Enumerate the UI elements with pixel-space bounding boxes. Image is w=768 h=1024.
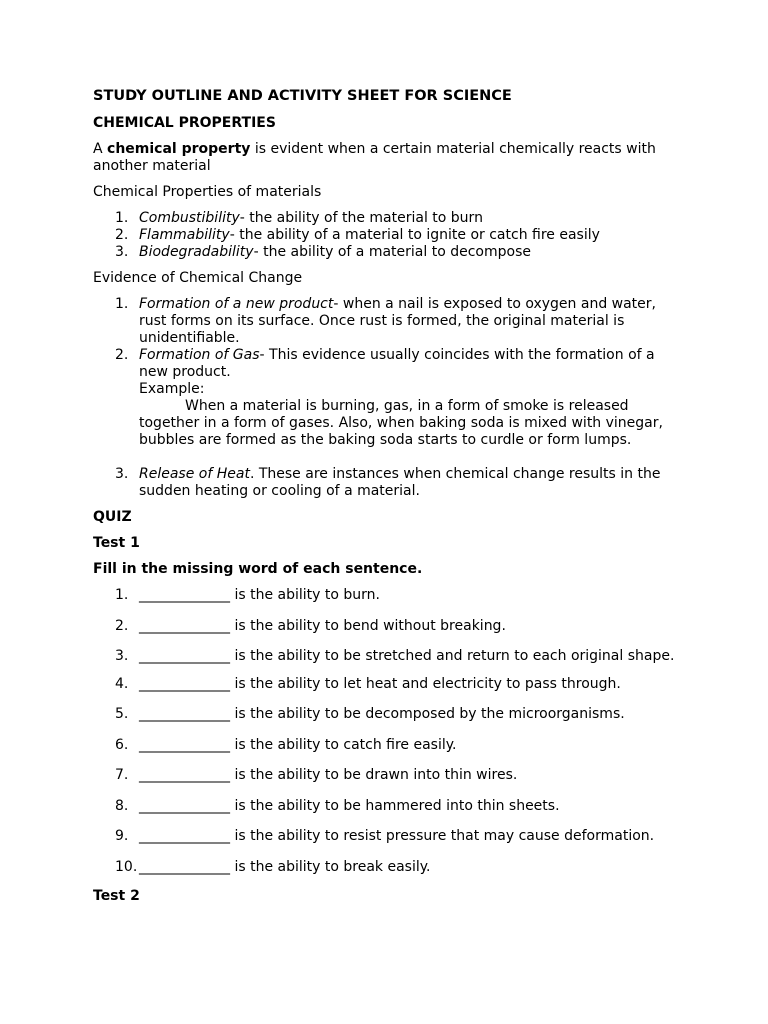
document-title: STUDY OUTLINE AND ACTIVITY SHEET FOR SCIENCE (93, 88, 512, 104)
property-term: Biodegradability (139, 244, 254, 260)
quiz-number: 7. (115, 767, 129, 783)
evidence-desc: . These are instances when chemical change results in the sudden heating or cooling of a material. (139, 466, 661, 499)
evidence-term: Formation of a new product (139, 296, 334, 312)
quiz-text: is the ability to burn. (230, 587, 380, 603)
list-item (93, 466, 683, 500)
list-item (93, 244, 683, 261)
quiz-item (93, 706, 683, 723)
answer-blank: _____________ (139, 675, 230, 692)
property-term: Combustibility (139, 210, 240, 226)
quiz-text: is the ability to break easily. (230, 858, 431, 875)
answer-blank: _____________ (139, 706, 230, 722)
quiz-number: 6. (115, 736, 129, 753)
quiz-item (93, 767, 683, 784)
quiz-item (93, 645, 683, 669)
property-desc: - the ability of the material to burn (239, 210, 483, 226)
quiz-number: 9. (115, 828, 129, 844)
example-label: Example: (139, 381, 205, 397)
quiz-item (93, 587, 683, 604)
answer-blank: _____________ (139, 736, 230, 753)
test1-label: Test 1 (93, 535, 140, 551)
quiz-item (93, 859, 683, 876)
list-number: 1. (115, 210, 129, 226)
properties-heading: Chemical Properties of materials (93, 184, 322, 200)
answer-blank: _____________ (139, 828, 230, 844)
list-number: 2. (115, 227, 129, 243)
quiz-item (93, 798, 683, 815)
answer-blank: _____________ (139, 648, 230, 664)
quiz-number: 2. (115, 617, 129, 634)
quiz-text: is the ability to be drawn into thin wires. (230, 767, 518, 783)
evidence-heading: Evidence of Chemical Change (93, 270, 303, 286)
quiz-text: is the ability to catch fire easily. (230, 736, 457, 753)
quiz-list (93, 587, 683, 876)
answer-blank: _____________ (139, 858, 230, 875)
list-number: 3. (115, 466, 129, 482)
definition-prefix: A (93, 141, 108, 157)
property-term: Flammability (139, 227, 230, 243)
answer-blank: _____________ (139, 617, 230, 634)
example-text: When a material is burning, gas, in a form of smoke is released together in a form of gases. Also, when baking soda is mixed with vinegar, bubbles are formed as the baking soda starts to curdle or form lumps. (139, 398, 663, 448)
list-item (93, 296, 683, 347)
quiz-text: is the ability to be decomposed by the microorganisms. (230, 706, 625, 722)
property-desc: - the ability of a material to ignite or catch fire easily (229, 227, 600, 243)
list-number: 2. (115, 347, 129, 363)
quiz-number: 8. (115, 797, 129, 814)
test2-label: Test 2 (93, 888, 140, 904)
quiz-item (93, 676, 683, 693)
quiz-number: 4. (115, 675, 129, 692)
quiz-item (93, 828, 683, 845)
list-number: 3. (115, 244, 129, 260)
evidence-term: Release of Heat (139, 466, 250, 482)
quiz-text: is the ability to be hammered into thin sheets. (230, 797, 560, 814)
answer-blank: _____________ (139, 587, 230, 603)
quiz-label: QUIZ (93, 509, 132, 525)
quiz-text: is the ability to bend without breaking. (230, 617, 506, 634)
quiz-number: 3. (115, 648, 129, 664)
properties-list (93, 210, 683, 261)
property-desc: - the ability of a material to decompose (253, 244, 531, 260)
quiz-item (93, 618, 683, 635)
section-heading: CHEMICAL PROPERTIES (93, 115, 276, 131)
answer-blank: _____________ (139, 767, 230, 783)
quiz-item (93, 737, 683, 754)
quiz-text: is the ability to let heat and electricity to pass through. (230, 675, 621, 692)
quiz-text: is the ability to be stretched and return to each original shape. (230, 648, 675, 664)
evidence-desc: - This evidence usually coincides with the formation of a new product. (139, 347, 655, 380)
definition-rest: is evident when a certain material chemically reacts with another material (93, 141, 656, 174)
spacer (93, 449, 683, 466)
quiz-number: 1. (115, 587, 129, 603)
list-number: 1. (115, 296, 129, 312)
evidence-desc: - when a nail is exposed to oxygen and water, rust forms on its surface. Once rust is formed, the original material is unidentifiable. (139, 296, 656, 346)
quiz-number: 5. (115, 706, 129, 722)
list-item (93, 210, 683, 227)
quiz-number: 10. (115, 858, 138, 875)
definition-paragraph (93, 141, 683, 175)
document-content (93, 88, 683, 905)
list-item (93, 227, 683, 244)
evidence-list (93, 296, 683, 500)
test1-instruction: Fill in the missing word of each sentence. (93, 561, 423, 577)
quiz-text: is the ability to resist pressure that may cause deformation. (230, 828, 655, 844)
answer-blank: _____________ (139, 797, 230, 814)
list-item (93, 347, 683, 449)
definition-term: chemical property (107, 141, 251, 157)
evidence-term: Formation of Gas (139, 347, 260, 363)
